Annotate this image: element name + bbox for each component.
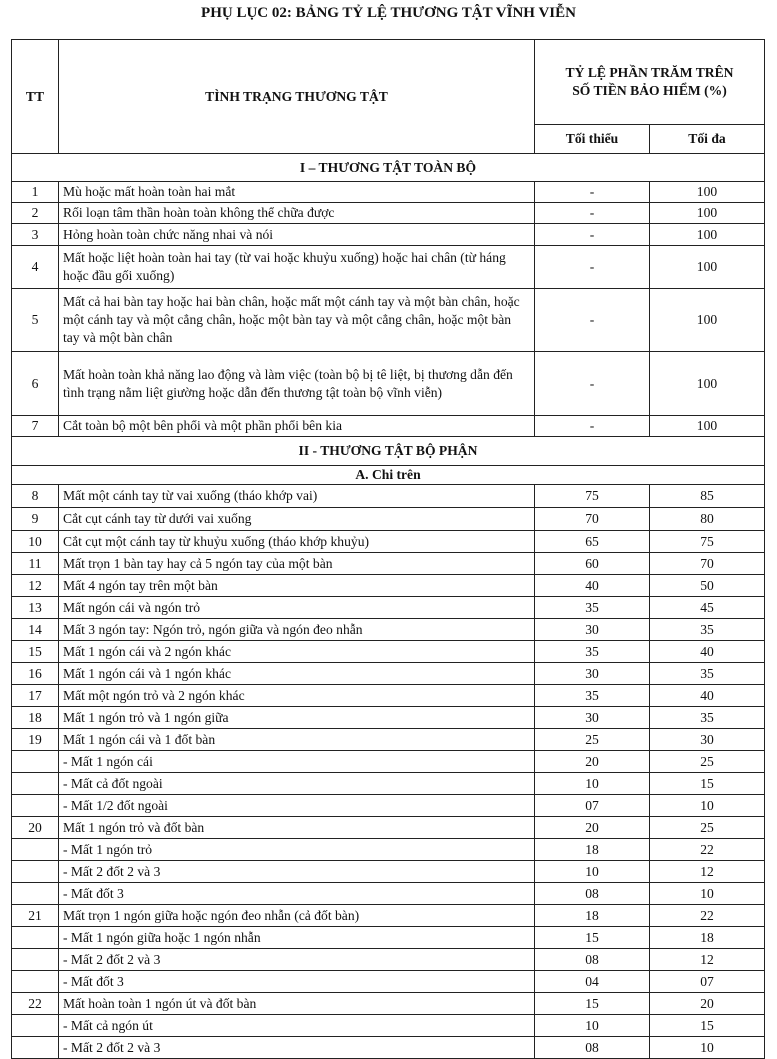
- cell-tt: 13: [12, 597, 59, 619]
- cell-tt: [12, 795, 59, 817]
- cell-tt: 3: [12, 224, 59, 246]
- cell-max: 35: [650, 619, 765, 641]
- table-row: [12, 751, 765, 773]
- table-row: [12, 508, 765, 531]
- cell-condition: - Mất 1 ngón trỏ: [59, 839, 535, 861]
- cell-max: 100: [650, 289, 765, 352]
- cell-min: 30: [535, 663, 650, 685]
- table-row: [12, 619, 765, 641]
- cell-max: 10: [650, 1037, 765, 1059]
- section-title: II - THƯƠNG TẬT BỘ PHẬN: [12, 437, 765, 466]
- cell-max: 70: [650, 553, 765, 575]
- header-tt: TT: [12, 40, 59, 154]
- header-percent-line1: TỶ LỆ PHẦN TRĂM TRÊN: [565, 65, 734, 80]
- cell-min: 15: [535, 993, 650, 1015]
- cell-max: 07: [650, 971, 765, 993]
- cell-condition: Mất một cánh tay từ vai xuống (tháo khớp vai): [59, 485, 535, 508]
- cell-max: 35: [650, 707, 765, 729]
- cell-condition: - Mất 1/2 đốt ngoài: [59, 795, 535, 817]
- subsection-row-upper-limb: [12, 466, 765, 485]
- header-percent-line2: SỐ TIỀN BẢO HIỂM (%): [572, 83, 727, 98]
- cell-tt: [12, 1037, 59, 1059]
- cell-tt: [12, 971, 59, 993]
- cell-condition: Mất trọn 1 ngón giữa hoặc ngón đeo nhẫn (cả đốt bàn): [59, 905, 535, 927]
- cell-tt: 22: [12, 993, 59, 1015]
- cell-tt: 12: [12, 575, 59, 597]
- cell-tt: 9: [12, 508, 59, 531]
- cell-min: 30: [535, 707, 650, 729]
- cell-max: 100: [650, 246, 765, 289]
- cell-condition: - Mất 1 ngón giữa hoặc 1 ngón nhẫn: [59, 927, 535, 949]
- table-row: [12, 246, 765, 289]
- header-percent: [535, 40, 765, 125]
- cell-tt: [12, 751, 59, 773]
- cell-tt: [12, 927, 59, 949]
- table-row: [12, 883, 765, 905]
- table-row: [12, 685, 765, 707]
- cell-max: 80: [650, 508, 765, 531]
- cell-min: -: [535, 246, 650, 289]
- cell-max: 10: [650, 883, 765, 905]
- cell-tt: [12, 773, 59, 795]
- cell-max: 40: [650, 641, 765, 663]
- table-row: [12, 839, 765, 861]
- cell-min: 10: [535, 1015, 650, 1037]
- cell-condition: Hỏng hoàn toàn chức năng nhai và nói: [59, 224, 535, 246]
- cell-tt: [12, 1015, 59, 1037]
- cell-tt: 20: [12, 817, 59, 839]
- cell-condition: Mất hoàn toàn khả năng lao động và làm việc (toàn bộ bị tê liệt, bị thương dẫn đến tình trạng nằm liệt giường hoặc dẫn đến thương tật toàn bộ vĩnh viễn): [59, 352, 535, 416]
- cell-min: -: [535, 289, 650, 352]
- cell-tt: 6: [12, 352, 59, 416]
- cell-tt: 5: [12, 289, 59, 352]
- cell-max: 22: [650, 839, 765, 861]
- cell-min: -: [535, 203, 650, 224]
- cell-min: 70: [535, 508, 650, 531]
- section-row-total: [12, 154, 765, 182]
- cell-min: 60: [535, 553, 650, 575]
- cell-condition: Mất ngón cái và ngón trỏ: [59, 597, 535, 619]
- header-min: Tối thiểu: [535, 125, 650, 154]
- cell-tt: [12, 839, 59, 861]
- table-row: [12, 575, 765, 597]
- cell-max: 12: [650, 949, 765, 971]
- table-row: [12, 905, 765, 927]
- cell-condition: - Mất đốt 3: [59, 971, 535, 993]
- cell-min: 35: [535, 597, 650, 619]
- section-title: I – THƯƠNG TẬT TOÀN BỘ: [12, 154, 765, 182]
- cell-tt: 21: [12, 905, 59, 927]
- cell-condition: Mất cả hai bàn tay hoặc hai bàn chân, hoặc mất một cánh tay và một bàn chân, hoặc một cánh tay và một cẳng chân, hoặc một bàn tay và một cẳng chân, hoặc một bàn tay và một bàn chân: [59, 289, 535, 352]
- cell-condition: Mất hoặc liệt hoàn toàn hai tay (từ vai hoặc khuỷu xuống) hoặc hai chân (từ háng hoặc đầu gối xuống): [59, 246, 535, 289]
- cell-min: 65: [535, 531, 650, 553]
- cell-min: -: [535, 352, 650, 416]
- cell-condition: - Mất đốt 3: [59, 883, 535, 905]
- cell-max: 85: [650, 485, 765, 508]
- cell-tt: 11: [12, 553, 59, 575]
- cell-condition: - Mất cả đốt ngoài: [59, 773, 535, 795]
- cell-tt: 14: [12, 619, 59, 641]
- cell-tt: 16: [12, 663, 59, 685]
- cell-condition: Mất 1 ngón trỏ và 1 ngón giữa: [59, 707, 535, 729]
- cell-max: 25: [650, 817, 765, 839]
- cell-tt: 19: [12, 729, 59, 751]
- cell-min: 35: [535, 685, 650, 707]
- cell-condition: - Mất 2 đốt 2 và 3: [59, 861, 535, 883]
- disability-rate-table: [11, 39, 765, 1059]
- cell-min: 25: [535, 729, 650, 751]
- cell-max: 12: [650, 861, 765, 883]
- cell-max: 15: [650, 773, 765, 795]
- cell-min: 15: [535, 927, 650, 949]
- cell-max: 30: [650, 729, 765, 751]
- cell-tt: 17: [12, 685, 59, 707]
- cell-max: 100: [650, 224, 765, 246]
- table-row: [12, 289, 765, 352]
- cell-max: 100: [650, 182, 765, 203]
- cell-condition: - Mất cả ngón út: [59, 1015, 535, 1037]
- subsection-title: A. Chi trên: [12, 466, 765, 485]
- cell-condition: Cắt cụt một cánh tay từ khuỷu xuống (tháo khớp khuỷu): [59, 531, 535, 553]
- cell-condition: Mất hoàn toàn 1 ngón út và đốt bàn: [59, 993, 535, 1015]
- cell-min: 18: [535, 839, 650, 861]
- header-max: Tối đa: [650, 125, 765, 154]
- table-row: [12, 531, 765, 553]
- cell-condition: Mù hoặc mất hoàn toàn hai mắt: [59, 182, 535, 203]
- cell-condition: Mất 4 ngón tay trên một bàn: [59, 575, 535, 597]
- cell-min: 10: [535, 861, 650, 883]
- table-row: [12, 553, 765, 575]
- cell-min: 08: [535, 1037, 650, 1059]
- cell-min: 20: [535, 817, 650, 839]
- table-header-row: [12, 40, 765, 125]
- table-row: [12, 663, 765, 685]
- cell-max: 40: [650, 685, 765, 707]
- table-row: [12, 707, 765, 729]
- table-row: [12, 993, 765, 1015]
- cell-min: 10: [535, 773, 650, 795]
- cell-min: 30: [535, 619, 650, 641]
- cell-min: 08: [535, 883, 650, 905]
- cell-max: 75: [650, 531, 765, 553]
- cell-condition: Rối loạn tâm thần hoàn toàn không thể chữa được: [59, 203, 535, 224]
- cell-min: -: [535, 416, 650, 437]
- table-row: [12, 1015, 765, 1037]
- table-row: [12, 352, 765, 416]
- header-condition: TÌNH TRẠNG THƯƠNG TẬT: [59, 40, 535, 154]
- cell-condition: Mất một ngón trỏ và 2 ngón khác: [59, 685, 535, 707]
- cell-max: 15: [650, 1015, 765, 1037]
- cell-tt: 1: [12, 182, 59, 203]
- section-row-partial: [12, 437, 765, 466]
- table-row: [12, 416, 765, 437]
- table-row: [12, 641, 765, 663]
- table-row: [12, 861, 765, 883]
- table-row: [12, 203, 765, 224]
- cell-tt: 15: [12, 641, 59, 663]
- table-row: [12, 1037, 765, 1059]
- cell-max: 100: [650, 416, 765, 437]
- table-row: [12, 773, 765, 795]
- cell-tt: [12, 949, 59, 971]
- cell-max: 10: [650, 795, 765, 817]
- cell-condition: Mất 1 ngón cái và 2 ngón khác: [59, 641, 535, 663]
- cell-min: 40: [535, 575, 650, 597]
- cell-max: 18: [650, 927, 765, 949]
- cell-condition: Mất 1 ngón cái và 1 ngón khác: [59, 663, 535, 685]
- cell-max: 100: [650, 203, 765, 224]
- cell-max: 45: [650, 597, 765, 619]
- table-row: [12, 949, 765, 971]
- cell-min: 04: [535, 971, 650, 993]
- cell-max: 35: [650, 663, 765, 685]
- cell-max: 20: [650, 993, 765, 1015]
- table-row: [12, 927, 765, 949]
- table-row: [12, 971, 765, 993]
- cell-condition: - Mất 2 đốt 2 và 3: [59, 1037, 535, 1059]
- cell-tt: 2: [12, 203, 59, 224]
- cell-min: 18: [535, 905, 650, 927]
- table-row: [12, 485, 765, 508]
- cell-tt: [12, 883, 59, 905]
- cell-tt: 18: [12, 707, 59, 729]
- cell-tt: 7: [12, 416, 59, 437]
- table-row: [12, 817, 765, 839]
- cell-condition: Mất 1 ngón trỏ và đốt bàn: [59, 817, 535, 839]
- cell-condition: Mất trọn 1 bàn tay hay cả 5 ngón tay của một bàn: [59, 553, 535, 575]
- cell-min: 07: [535, 795, 650, 817]
- table-row: [12, 597, 765, 619]
- cell-min: 08: [535, 949, 650, 971]
- cell-tt: 4: [12, 246, 59, 289]
- cell-condition: - Mất 1 ngón cái: [59, 751, 535, 773]
- table-body: [12, 154, 765, 1059]
- cell-max: 22: [650, 905, 765, 927]
- table-row: [12, 729, 765, 751]
- cell-min: 35: [535, 641, 650, 663]
- table-row: [12, 182, 765, 203]
- cell-max: 25: [650, 751, 765, 773]
- cell-tt: 8: [12, 485, 59, 508]
- cell-min: -: [535, 182, 650, 203]
- table-row: [12, 224, 765, 246]
- table-row: [12, 795, 765, 817]
- cell-condition: Cắt toàn bộ một bên phổi và một phần phổi bên kia: [59, 416, 535, 437]
- cell-condition: Mất 3 ngón tay: Ngón trỏ, ngón giữa và ngón đeo nhẫn: [59, 619, 535, 641]
- cell-max: 50: [650, 575, 765, 597]
- cell-tt: 10: [12, 531, 59, 553]
- cell-min: 75: [535, 485, 650, 508]
- cell-condition: Cắt cụt cánh tay từ dưới vai xuống: [59, 508, 535, 531]
- cell-min: 20: [535, 751, 650, 773]
- cell-tt: [12, 861, 59, 883]
- cell-min: -: [535, 224, 650, 246]
- cell-condition: Mất 1 ngón cái và 1 đốt bàn: [59, 729, 535, 751]
- cell-condition: - Mất 2 đốt 2 và 3: [59, 949, 535, 971]
- cell-max: 100: [650, 352, 765, 416]
- page-title: PHỤ LỤC 02: BẢNG TỶ LỆ THƯƠNG TẬT VĨNH VIỄN: [201, 5, 576, 21]
